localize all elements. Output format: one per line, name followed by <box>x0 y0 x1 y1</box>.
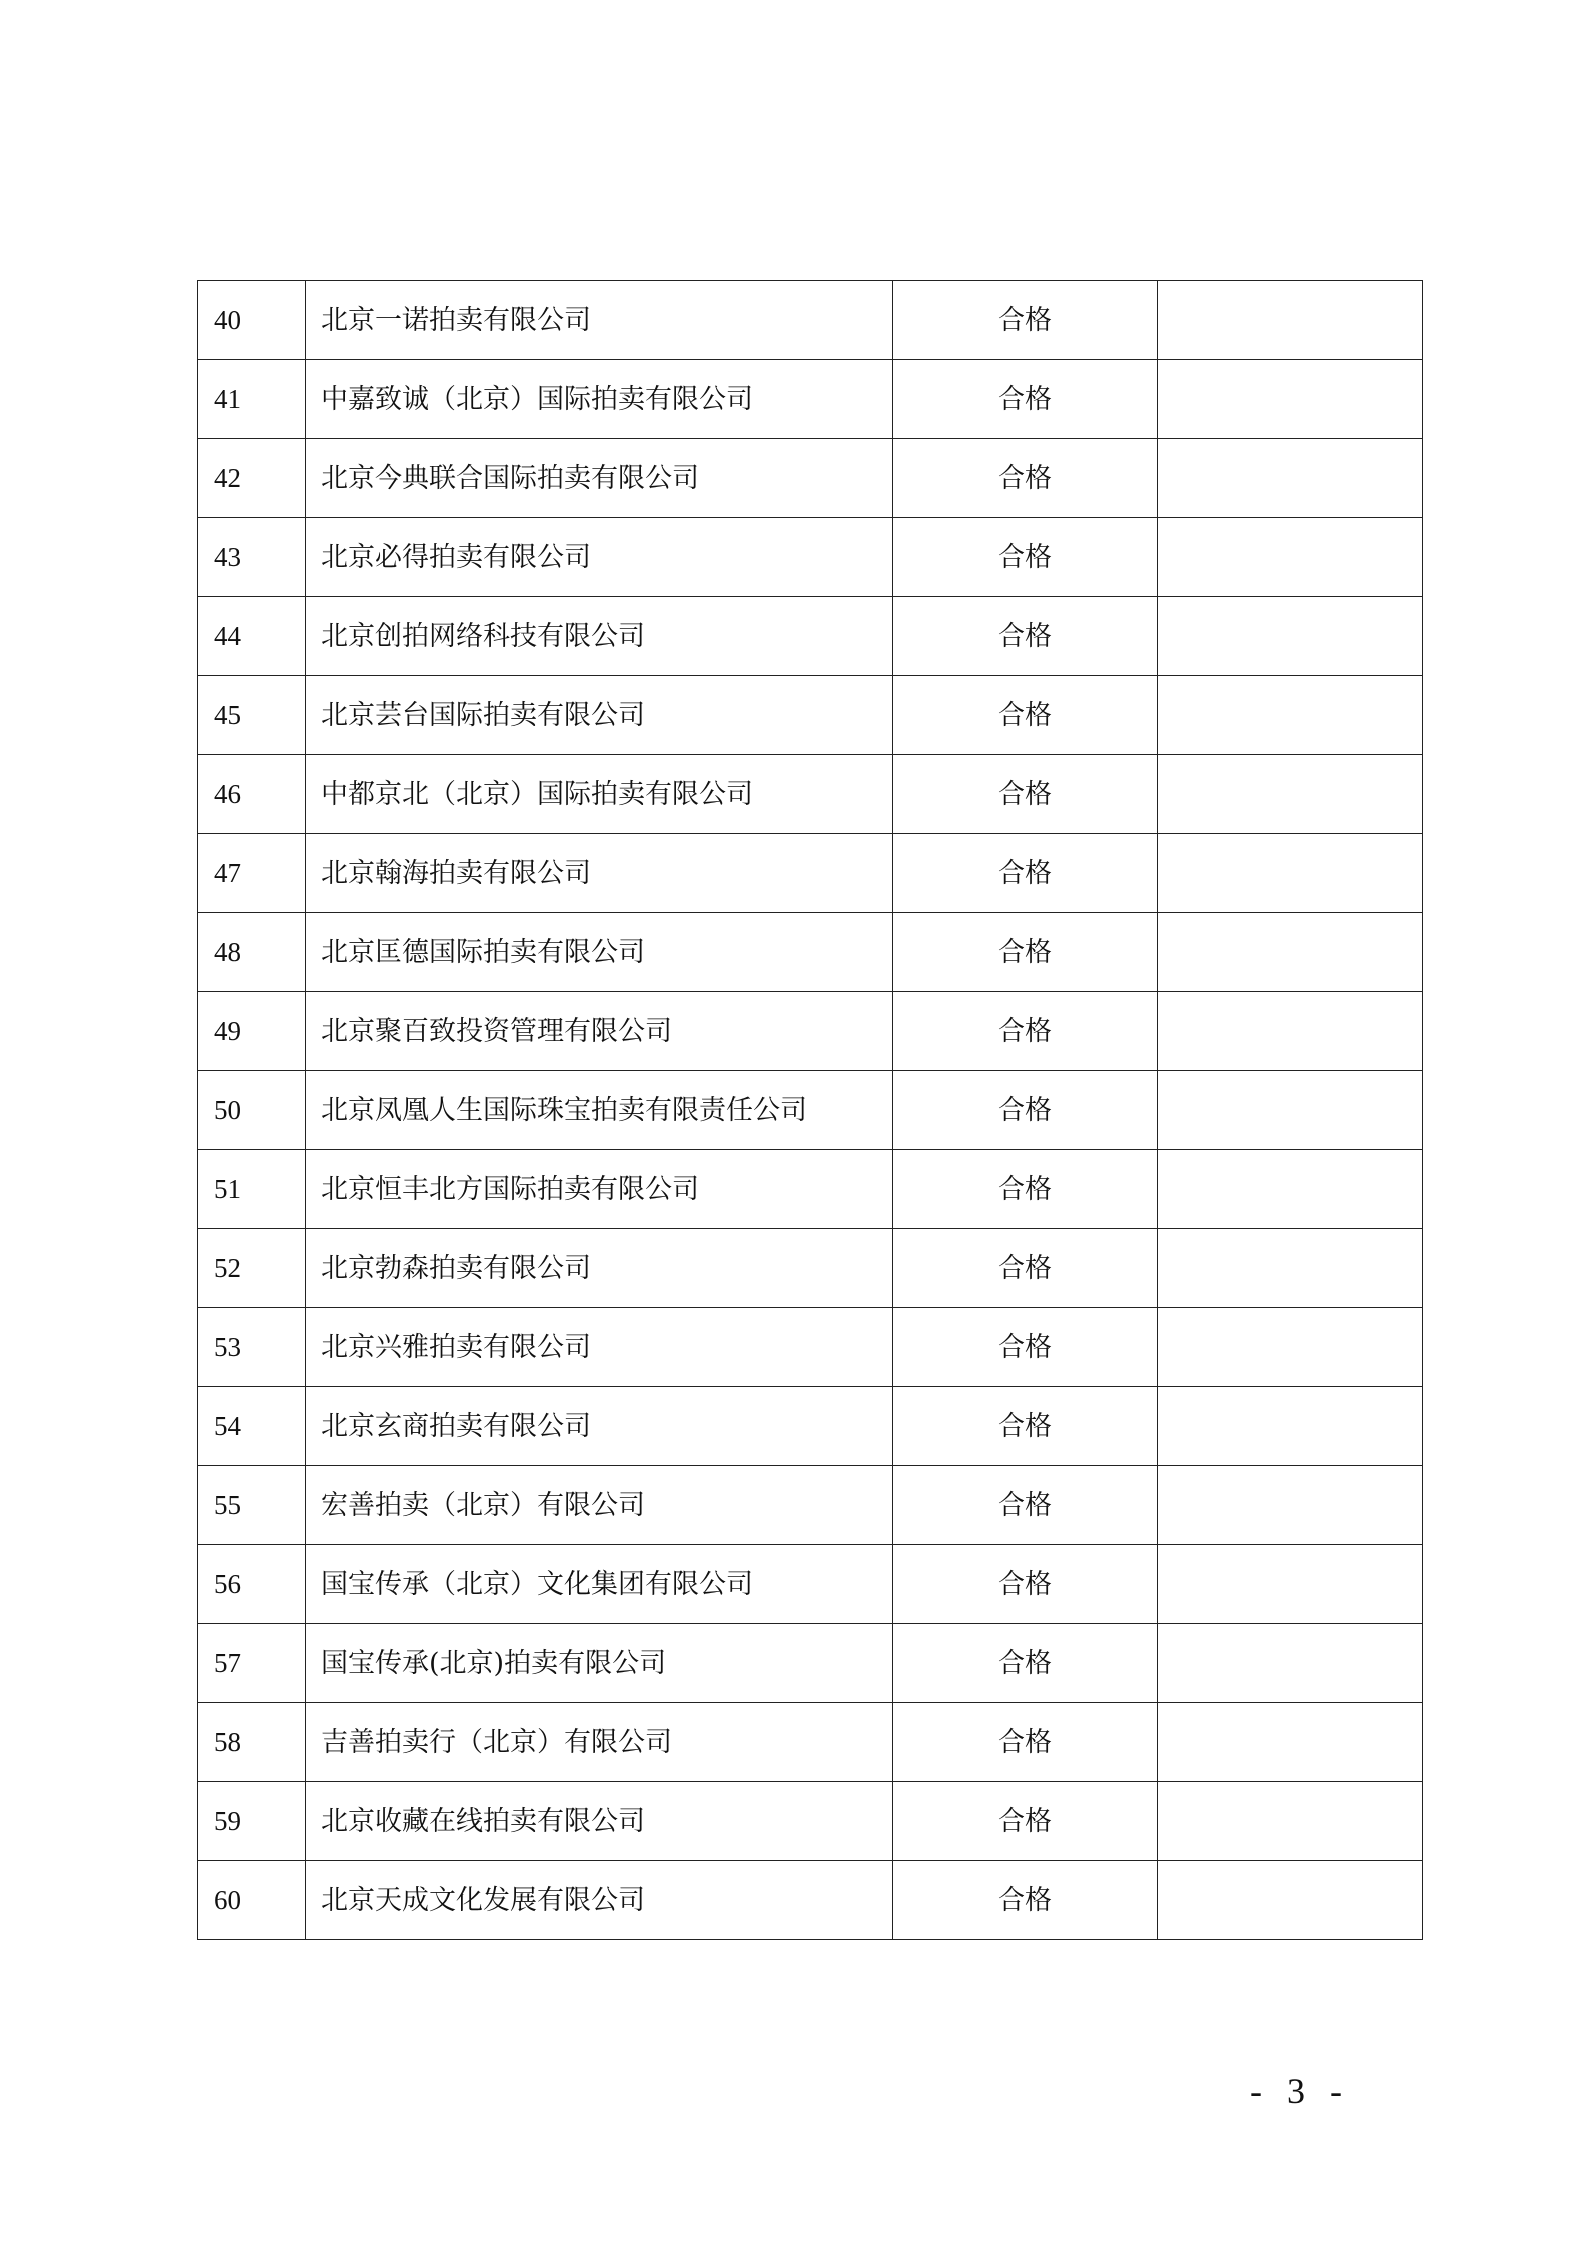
table-row <box>198 1861 1423 1940</box>
inspection-result: 合格 <box>893 1071 1158 1150</box>
company-name: 国宝传承(北京)拍卖有限公司 <box>306 1624 893 1703</box>
remark-cell <box>1158 1703 1423 1782</box>
row-number: 56 <box>198 1545 306 1624</box>
inspection-result: 合格 <box>893 597 1158 676</box>
inspection-result: 合格 <box>893 1150 1158 1229</box>
remark-cell <box>1158 518 1423 597</box>
remark-cell <box>1158 1229 1423 1308</box>
row-number: 53 <box>198 1308 306 1387</box>
inspection-result: 合格 <box>893 834 1158 913</box>
inspection-result: 合格 <box>893 1703 1158 1782</box>
remark-cell <box>1158 1466 1423 1545</box>
company-name: 北京翰海拍卖有限公司 <box>306 834 893 913</box>
row-number: 55 <box>198 1466 306 1545</box>
table-row <box>198 834 1423 913</box>
inspection-result: 合格 <box>893 1782 1158 1861</box>
table-row <box>198 1150 1423 1229</box>
company-name: 北京恒丰北方国际拍卖有限公司 <box>306 1150 893 1229</box>
remark-cell <box>1158 992 1423 1071</box>
row-number: 46 <box>198 755 306 834</box>
table-row <box>198 913 1423 992</box>
table-row <box>198 1782 1423 1861</box>
table-body <box>198 281 1423 1940</box>
row-number: 51 <box>198 1150 306 1229</box>
inspection-result: 合格 <box>893 1387 1158 1466</box>
table-row <box>198 281 1423 360</box>
inspection-result: 合格 <box>893 439 1158 518</box>
company-name: 北京聚百致投资管理有限公司 <box>306 992 893 1071</box>
company-name: 北京芸台国际拍卖有限公司 <box>306 676 893 755</box>
row-number: 41 <box>198 360 306 439</box>
table-row <box>198 755 1423 834</box>
table-row <box>198 518 1423 597</box>
inspection-result: 合格 <box>893 755 1158 834</box>
table-row <box>198 1387 1423 1466</box>
row-number: 45 <box>198 676 306 755</box>
row-number: 52 <box>198 1229 306 1308</box>
row-number: 59 <box>198 1782 306 1861</box>
row-number: 44 <box>198 597 306 676</box>
table-row <box>198 1624 1423 1703</box>
remark-cell <box>1158 597 1423 676</box>
inspection-result: 合格 <box>893 992 1158 1071</box>
company-name: 北京今典联合国际拍卖有限公司 <box>306 439 893 518</box>
company-name: 北京创拍网络科技有限公司 <box>306 597 893 676</box>
company-name: 中都京北（北京）国际拍卖有限公司 <box>306 755 893 834</box>
remark-cell <box>1158 755 1423 834</box>
inspection-result: 合格 <box>893 1624 1158 1703</box>
remark-cell <box>1158 1308 1423 1387</box>
remark-cell <box>1158 1861 1423 1940</box>
page-number: - 3 - <box>1250 2071 1350 2111</box>
table-row <box>198 439 1423 518</box>
row-number: 48 <box>198 913 306 992</box>
row-number: 40 <box>198 281 306 360</box>
inspection-result: 合格 <box>893 1545 1158 1624</box>
company-name: 国宝传承（北京）文化集团有限公司 <box>306 1545 893 1624</box>
company-name: 北京凤凰人生国际珠宝拍卖有限责任公司 <box>306 1071 893 1150</box>
results-table <box>197 280 1423 1940</box>
remark-cell <box>1158 913 1423 992</box>
company-name: 北京必得拍卖有限公司 <box>306 518 893 597</box>
table-row <box>198 1703 1423 1782</box>
row-number: 60 <box>198 1861 306 1940</box>
table-row <box>198 1229 1423 1308</box>
inspection-result: 合格 <box>893 1466 1158 1545</box>
company-name: 中嘉致诚（北京）国际拍卖有限公司 <box>306 360 893 439</box>
remark-cell <box>1158 439 1423 518</box>
remark-cell <box>1158 834 1423 913</box>
company-name: 北京一诺拍卖有限公司 <box>306 281 893 360</box>
table-row <box>198 360 1423 439</box>
company-name: 北京匡德国际拍卖有限公司 <box>306 913 893 992</box>
inspection-result: 合格 <box>893 1229 1158 1308</box>
inspection-result: 合格 <box>893 913 1158 992</box>
inspection-result: 合格 <box>893 1861 1158 1940</box>
inspection-result: 合格 <box>893 676 1158 755</box>
row-number: 50 <box>198 1071 306 1150</box>
company-name: 北京玄商拍卖有限公司 <box>306 1387 893 1466</box>
remark-cell <box>1158 1387 1423 1466</box>
table-row <box>198 597 1423 676</box>
row-number: 58 <box>198 1703 306 1782</box>
row-number: 57 <box>198 1624 306 1703</box>
company-name: 吉善拍卖行（北京）有限公司 <box>306 1703 893 1782</box>
remark-cell <box>1158 1071 1423 1150</box>
row-number: 42 <box>198 439 306 518</box>
table-row <box>198 1545 1423 1624</box>
remark-cell <box>1158 1782 1423 1861</box>
remark-cell <box>1158 1624 1423 1703</box>
remark-cell <box>1158 281 1423 360</box>
table-row <box>198 676 1423 755</box>
row-number: 43 <box>198 518 306 597</box>
remark-cell <box>1158 360 1423 439</box>
remark-cell <box>1158 676 1423 755</box>
company-name: 北京收藏在线拍卖有限公司 <box>306 1782 893 1861</box>
row-number: 54 <box>198 1387 306 1466</box>
inspection-result: 合格 <box>893 1308 1158 1387</box>
table-row <box>198 1466 1423 1545</box>
company-name: 北京兴雅拍卖有限公司 <box>306 1308 893 1387</box>
company-name: 北京天成文化发展有限公司 <box>306 1861 893 1940</box>
row-number: 49 <box>198 992 306 1071</box>
row-number: 47 <box>198 834 306 913</box>
table-row <box>198 992 1423 1071</box>
table-row <box>198 1071 1423 1150</box>
remark-cell <box>1158 1150 1423 1229</box>
remark-cell <box>1158 1545 1423 1624</box>
company-name: 北京勃森拍卖有限公司 <box>306 1229 893 1308</box>
inspection-result: 合格 <box>893 281 1158 360</box>
inspection-result: 合格 <box>893 518 1158 597</box>
table-row <box>198 1308 1423 1387</box>
company-name: 宏善拍卖（北京）有限公司 <box>306 1466 893 1545</box>
inspection-result: 合格 <box>893 360 1158 439</box>
